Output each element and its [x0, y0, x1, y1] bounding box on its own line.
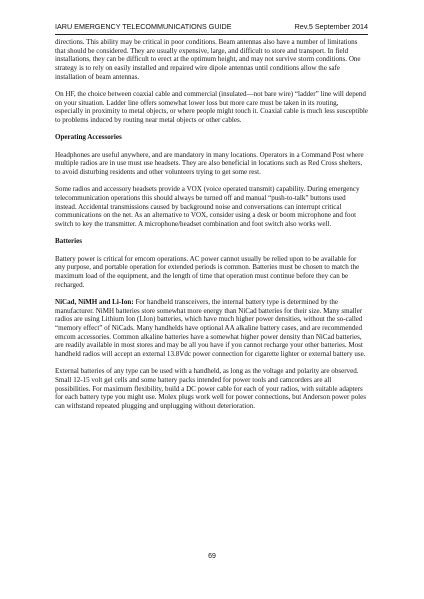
- header-revision: Rev.5 September 2014: [294, 22, 368, 31]
- header-title: IARU EMERGENCY TELECOMMUNICATIONS GUIDE: [55, 22, 232, 31]
- heading-batteries: Batteries: [55, 237, 83, 246]
- paragraph-feedline: On HF, the choice between coaxial cable and commercial (insulated—not bare wire) “ladder” line will depend on your situation. Ladder line offers somewhat lower loss but more care must be taken in its routing, especially in proximity to metal objects, or where people might touch it. Coaxial cable is much less susceptible to problems induced by routing near metal objects or other cables.: [55, 89, 368, 124]
- paragraph-battery-power: Battery power is critical for emcom operations. AC power cannot usually be relied upon to be available for any purpose, and portable operation for extended periods is common. Batteries must be chosen to match the maximum load of the equipment, and the length of time that operation must continue before they can be recharged.: [55, 254, 360, 289]
- paragraph-beam-antennas: directions. This ability may be critical in poor conditions. Beam antennas also have a number of limitations that should be considered. They are usually expensive, large, and difficult to store and transport. In field installations, they can be difficult to erect at the optimum height, and may not survive storm conditions. One strategy is to rely on easily installed and repaired wire dipole antennas until conditions allow the safe installation of beam antennas.: [55, 38, 361, 81]
- page-header: [55, 22, 368, 34]
- nicad-lead: NiCad, NiMH and Li-Ion:: [55, 297, 134, 306]
- paragraph-nicad: [55, 298, 368, 359]
- paragraph-vox: Some radios and accessory headsets provide a VOX (voice operated transmit) capability. During emergency telecommunication operations this should always be turned off and manual “push-to-talk” buttons used instead. Accidental transmissions caused by background noise and conversations can interrupt critical communications on the net. As an alternative to VOX, consider using a desk or boom microphone and foot switch to key the transmitter. A microphone/headset combination and foot switch also works well.: [55, 185, 360, 228]
- paragraph-external-batteries: External batteries of any type can be used with a handheld, as long as the voltage and polarity are observed. Small 12-15 volt gel cells and some battery packs intended for power tools and camcorders are all possibilities. For maximum flexibility, build a DC power cable for each of your radios, with suitable adapters for each battery type you might use. Molex plugs work well for power connections, but Anderson power poles can withstand repeated plugging and unplugging without deterioration.: [55, 367, 366, 410]
- page-body: [55, 38, 368, 410]
- nicad-text: For handheld transceivers, the internal battery type is determined by the manufacturer. NiMH batteries store somewhat more energy than NiCad batteries for their size. Many smaller radios are using Lithium Ion (LIon) batteries, which have much higher power densities, without the so-called “memory effect” of NiCads. Many handhelds have optional AA alkaline battery cases, and are recommended emcom accessories. Common alkaline batteries have a somewhat higher power density than NiCad batteries, are readily available in most stores and may be all you have if you cannot recharge your other batteries. Most handheld radios will accept an external 13.8Vdc power connection for cigarette lighter or external battery use.: [55, 297, 366, 358]
- paragraph-headphones: Headphones are useful anywhere, and are mandatory in many locations. Operators in a Command Post where multiple radios are in use must use headsets. They are also beneficial in locations such as Red Cross shelters, to avoid disturbing residents and other volunteers trying to get some rest.: [55, 150, 364, 176]
- page-number: 69: [208, 553, 216, 560]
- heading-operating-accessories: Operating Accessories: [55, 133, 122, 142]
- header-rule: [55, 34, 368, 35]
